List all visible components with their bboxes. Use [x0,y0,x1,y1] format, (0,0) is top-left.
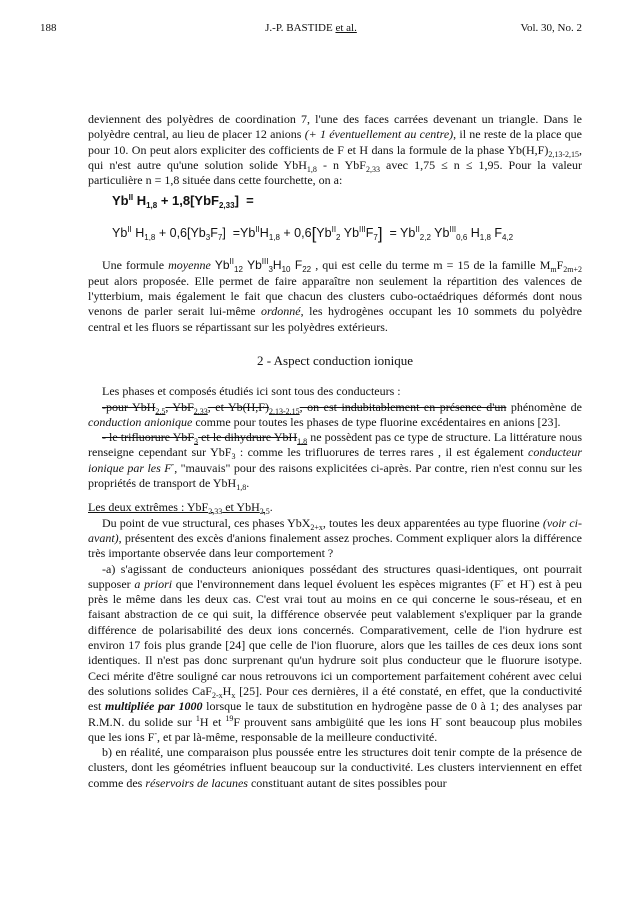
subscript: 2,13-2,15 [548,149,579,159]
volume-info: Vol. 30, No. 2 [520,22,582,34]
text: peut alors proposée. Elle permet de faire apparaître non seulement la répartition des valences de l'ytterbium, mais également le fait que chacun des clusters cubo-octaédriques déformés dont nous venons de parler serait lui-même [88,273,582,319]
text: deviennent des polyèdres de coordination 7, l'une des faces carrées devenant un triangle. Dans le polyèdre central, au lieu de placer 12 anions [88,112,582,142]
text: F prouvent sans ambigüité que les ions H [233,714,440,729]
text: , les hydrogènes occupant les 10 sommets du polyèdre central et les fluors se répartissant sur les polyèdres extérieurs. [88,304,582,334]
text-italic: (voir ci-avant) [88,515,582,545]
text: ne possèdent pas ce type de structure. La littérature nous renseigne cependant sur YbF [88,430,582,460]
subscript: 2m+2 [563,265,583,275]
text: conducteur ionique par les F [88,445,582,475]
superscript: - [154,728,158,738]
article-body [88,112,582,791]
text: , et par là-même, responsable de la meilleure conductivité. [157,729,438,744]
text: et H [503,576,529,591]
et-al: et al. [335,22,357,34]
subscript: 1,8 [306,164,317,174]
section-title: 2 - Aspect conduction ionique [257,352,413,368]
text-italic: ordonné [261,304,301,319]
subscript: 3 [194,437,199,447]
text: sont beaucoup plus mobiles que les ions F [88,714,583,744]
text: , toutes les deux apparentées au type fluorine [322,515,543,530]
text: . [269,500,273,515]
page-number: 188 [40,22,57,34]
author-name: J.-P. BASTIDE [265,22,333,34]
subsection-title-text [88,500,270,517]
subscript: 2,5 [259,507,270,517]
text: avec 1,75 ≤ n ≤ 1,95. Pour la valeur particulière n = 1,8 située dans cette fourchette, on a: [88,157,582,188]
text: constituant autant de sites possibles pour [247,775,447,790]
running-header [40,22,582,38]
subscript: m [550,265,557,275]
superscript: 19 [225,713,234,723]
text: : comme les trifluorures de terres rares , il est également [235,445,529,460]
text: - le trifluorure YbF [102,430,195,445]
text: , "mauvais" pour des raisons explicitées ci-après. Par contre, rien n'est connu sur les propriétés de transport de YbH [88,460,582,491]
paragraph-2 [88,258,582,334]
text: -pour YbH [102,399,156,414]
text: F [556,258,564,273]
paragraph-8 [88,745,582,791]
superscript: - [439,713,442,723]
paragraph-3: Les phases et composés étudiés ici sont tous des conducteurs : [102,384,401,399]
text: , il ne reste de la place que pour 10. On peut alors expliciter des cofficients de F et H dans la formule de la phase Yb(H,F) [88,127,582,157]
text: b) en réalité, une comparaison plus poussée entre les structures doit tenir compte de la présence de clusters, dont les géométries influent beaucoup sur la conductivité. Les clusters interviennent en effet comme des [88,745,582,790]
paragraph-6 [88,516,582,562]
text: comme pour toutes les phases de type fluorine excédentaires en anions [23]. [192,414,561,429]
text: -a) s'agissant de conducteurs anioniques possédant des structures quasi-identiques, ont pourrait supposer [88,561,582,591]
subscript: 2+x [310,522,323,532]
text: et YbH [222,500,260,515]
paragraph-4 [88,400,582,431]
text: et le dihydrure YbH [198,430,298,445]
text: [25]. Pour ces dernières, il a été constaté, en effet, que la conductivité est [88,683,582,714]
text: , présentent des excès d'anions finalement assez proches. Comment expliquer alors la différence très importante observée dans leur comportement ? [88,530,582,561]
struck-line [102,430,308,447]
text: lorsque le taux de substitution en hydrogène passe de 0 à 1; des analyses par R.M.N. du solide sur [88,699,582,729]
paragraph-5 [88,430,582,491]
text-italic: a priori [134,576,173,591]
text: , YbF [165,399,194,414]
superscript: - [528,575,531,585]
equation-1: $Yb^{II}$ $H_{1,8} + 1,8[YbF_{2,33}]$ = [112,193,254,211]
text-italic: (+ 1 éventuellement au centre) [304,127,454,142]
subscript: 2,5 [155,406,166,416]
formula-average: $Yb^{II}_{12}$ $Yb^{III}_3H_{10}$ $F_{22}$ [214,257,312,275]
text: phénomène de [510,399,582,414]
paragraph-1 [88,112,582,188]
text: que l'environnement dans lequel évoluent les espèces migrantes (F [172,576,501,591]
superscript: - [500,575,504,585]
subscript: 2,33 [365,164,380,174]
text: - n YbF [316,157,366,172]
paragraph-7 [88,562,582,746]
subscript: 1,8 [236,483,247,493]
header-author [40,22,582,34]
text-italic: conduction anionique [88,414,193,429]
subscript: 1,8 [297,437,308,447]
text-bold-italic: multipliée par 1000 [105,699,203,714]
subscript: 3 [231,452,236,462]
text: H [222,683,232,698]
subsection-title [88,500,582,515]
text: H et [199,714,226,729]
text: . [246,476,250,491]
superscript: 1 [195,713,200,723]
text-italic: réservoirs de lacunes [145,775,248,790]
subscript: 2-x [211,690,223,700]
subscript: 2,33 [208,507,223,517]
text: Les deux extrêmes : YbF [88,500,209,515]
text: , et Yb(H,F) [207,399,269,414]
text: Une formule [102,258,169,273]
text: ) est à peu près le même dans les deux cas. C'est vrai tout au moins en ce qui concerne le sous-réseau, et en faisant abstraction de ce qui suit, la différence observée peut valablement s'expliquer par la grande différence de polarisabilité des deux ions concernés. Comparativement, celle de l'ion hydrure est environ 17 fois plus grande [24] que celle de l'ion fluorure, alors que les tailles de ces deux ions sont identiques. Il n'est pas donc surprenant qu'un hydrure soit plus conducteur que le fluorure isotype. Ceci mérite d'être souligné car nous retrouvons ici un comportement parfaitement cohérent avec celui des solutions solides CaF [88,576,582,698]
subscript: x [231,690,236,700]
text: , qui n'est autre qu'une solution solide YbH [88,142,582,172]
subscript: 2,33 [193,406,208,416]
equation-2: $Yb^{II}$ $H_{1,8} + 0,6[Yb_3F_7] =Yb^{II}H_{1,8} + 0,6[Yb^{II}_2$ $Yb^{III}F_7] = Yb^{II}_{2,2}$ $Yb^{III}_{0,6}$ $H_{1,8}$ $F_{4,2}$ [112,224,514,244]
subscript: 2,13-2,15 [268,406,300,416]
text-italic: moyenne [168,258,211,273]
struck-line [102,400,506,414]
text: , qui est celle du terme m = 15 de la famille M [311,258,551,273]
superscript: - [171,459,175,469]
text: Du point de vue structural, ces phases YbX [102,515,311,530]
text: , on est indubitablement en présence d'un [299,399,507,414]
